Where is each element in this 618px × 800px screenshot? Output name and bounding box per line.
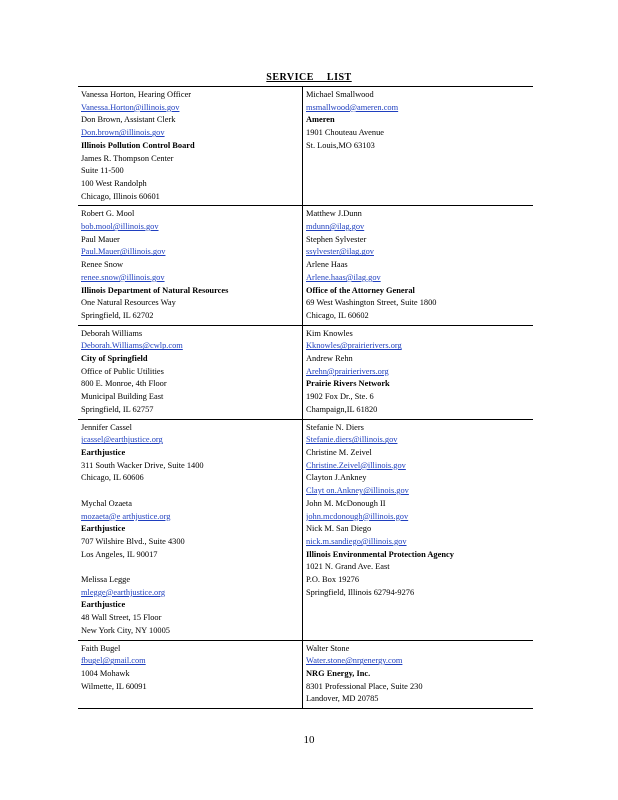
organization-name: Ameren [306,115,335,125]
contact-line: Chicago, IL 60602 [306,310,369,320]
contact-line: Walter Stone [306,643,350,653]
contact-line: Springfield, Illinois 62794-9276 [306,587,415,597]
contact-line: Arlene Haas [306,260,348,270]
contact-cell-right [303,419,534,640]
contact-line: Chicago, IL 60606 [81,473,144,483]
contact-cell-right [303,640,534,709]
contact-line: Nick M. San Diego [306,524,372,534]
contact-line: James R. Thompson Center [81,153,174,163]
email-link[interactable]: Arlene.haas@ilag.gov [306,272,381,282]
email-link[interactable]: bob.mool@illinois.gov [81,222,159,232]
contact-cell-right [303,325,534,419]
email-link[interactable]: jcassel@earthjustice.org [81,435,163,445]
contact-line: St. Louis,MO 63103 [306,140,375,150]
contact-line: Springfield, IL 62702 [81,310,154,320]
organization-name: Illinois Department of Natural Resources [81,285,229,295]
organization-name: Office of the Attorney General [306,285,415,295]
organization-name: Prairie Rivers Network [306,379,390,389]
email-link[interactable]: Christine.Zeivel@illinois.gov [306,460,406,470]
service-list-table [78,86,533,709]
contact-line: Landover, MD 20785 [306,694,379,704]
contact-cell-left [78,640,303,709]
contact-line: Kim Knowles [306,328,353,338]
contact-line: John M. McDonough II [306,498,386,508]
service-list-row [78,419,533,640]
contact-line: Stephen Sylvester [306,234,367,244]
contact-line: Springfield, IL 62757 [81,404,154,414]
contact-line: Stefanie N. Diers [306,422,364,432]
contact-line: Vanessa Horton, Hearing Officer [81,90,192,99]
organization-name: Illinois Environmental Protection Agency [306,549,454,559]
contact-line: 8301 Professional Place, Suite 230 [306,681,423,691]
contact-line: Champaign,IL 61820 [306,404,378,414]
contact-line: 311 South Wacker Drive, Suite 1400 [81,460,204,470]
email-link[interactable]: Deborah.Williams@cwlp.com [81,341,183,351]
contact-cell-left [78,206,303,325]
contact-line: 69 West Washington Street, Suite 1800 [306,298,437,308]
contact-line: New York City, NY 10005 [81,625,170,635]
contact-line: Michael Smallwood [306,90,374,99]
contact-line: 800 E. Monroe, 4th Floor [81,379,167,389]
email-link[interactable]: Paul.Mauer@illinois.gov [81,247,166,257]
service-list-row [78,325,533,419]
contact-line: Clayton J.Ankney [306,473,367,483]
contact-line: Municipal Building East [81,392,164,402]
contact-line: Melissa Legge [81,575,131,585]
contact-cell-right [303,206,534,325]
page-title: SERVICE LIST [266,72,352,83]
email-link[interactable]: Vanessa.Horton@illinois.gov [81,102,180,112]
email-link[interactable]: mozaeta@e arthjustice.org [81,511,171,521]
contact-line: 1021 N. Grand Ave. East [306,562,390,572]
email-link[interactable]: Kknowles@prairierivers.org [306,341,402,351]
contact-line: 1902 Fox Dr., Ste. 6 [306,392,374,402]
contact-line: Wilmette, IL 60091 [81,681,147,691]
contact-line: 1004 Mohawk [81,668,130,678]
email-link[interactable]: ssylvester@ilag.gov [306,247,374,257]
contact-line [81,485,299,498]
contact-line [81,561,299,574]
contact-cell-left [78,87,303,206]
contact-cell-left [78,419,303,640]
contact-cell-left [78,325,303,419]
contact-line: 48 Wall Street, 15 Floor [81,613,162,623]
email-link[interactable]: Don.brown@illinois.gov [81,128,165,138]
email-link[interactable]: Clayt on.Ankney@illinois.gov [306,486,409,496]
contact-line: Chicago, Illinois 60601 [81,191,160,201]
email-link[interactable]: Arehn@prairierivers.org [306,366,389,376]
organization-name: Earthjustice [81,447,126,457]
contact-line: Office of Public Utilities [81,366,164,376]
email-link[interactable]: nick.m.sandiego@illinois.gov [306,536,407,546]
contact-line: One Natural Resources Way [81,298,176,308]
service-list-row [78,206,533,325]
organization-name: Earthjustice [81,524,126,534]
contact-line: 707 Wilshire Blvd., Suite 4300 [81,536,185,546]
email-link[interactable]: john.mcdonough@illinois.gov [306,511,409,521]
contact-line: Don Brown, Assistant Clerk [81,115,176,125]
email-link[interactable]: fbugel@gmail.com [81,656,146,666]
service-list-row [78,87,533,206]
contact-line: Deborah Williams [81,328,143,338]
contact-line: Faith Bugel [81,643,121,653]
contact-line: Renee Snow [81,260,124,270]
email-link[interactable]: Water.stone@nrgenergy.com [306,656,403,666]
contact-line: Mychal Ozaeta [81,498,132,508]
email-link[interactable]: renee.snow@illinois.gov [81,272,165,282]
email-link[interactable]: mlegge@earthjustice.org [81,587,166,597]
page-number: 10 [303,734,315,746]
organization-name: NRG Energy, Inc. [306,668,371,678]
contact-line: Andrew Rehn [306,354,353,364]
contact-line: Matthew J.Dunn [306,209,362,219]
contact-line: Christine M. Zeivel [306,447,372,457]
email-link[interactable]: Stefanie.diers@illinois.gov [306,435,398,445]
service-list-row [78,640,533,709]
contact-line: Robert G. Mool [81,209,135,219]
email-link[interactable]: mdunn@ilag.gov [306,222,365,232]
contact-line: P.O. Box 19276 [306,575,360,585]
contact-line: 1901 Chouteau Avenue [306,128,384,138]
email-link[interactable]: msmallwood@ameren.com [306,102,399,112]
contact-line: Los Angeles, IL 90017 [81,549,158,559]
organization-name: Earthjustice [81,600,126,610]
contact-cell-right [303,87,534,206]
organization-name: Illinois Pollution Control Board [81,140,195,150]
contact-line: Jennifer Cassel [81,422,132,432]
contact-line: Paul Mauer [81,234,120,244]
contact-line: 100 West Randolph [81,178,147,188]
organization-name: City of Springfield [81,354,148,364]
contact-line: Suite 11-500 [81,166,124,176]
